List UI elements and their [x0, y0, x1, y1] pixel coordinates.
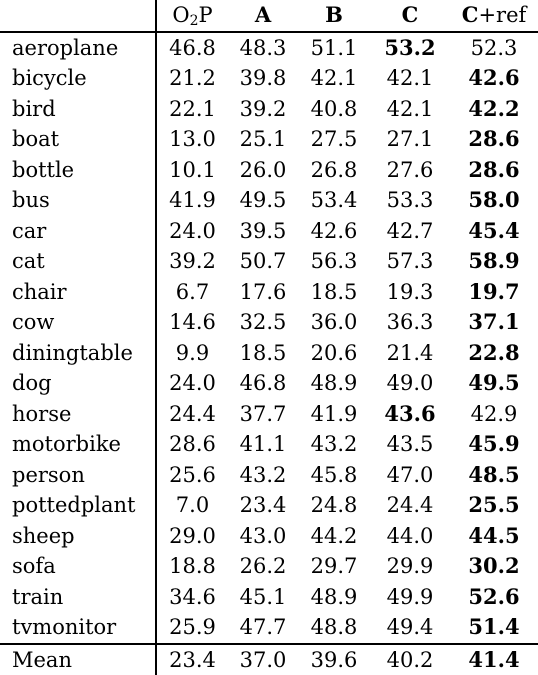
- header-o2p: $O_2P$: [156, 0, 228, 32]
- table-cell: 37.1: [450, 307, 538, 338]
- table-cell: 26.0: [228, 155, 298, 186]
- header-o2p-sub: 2: [190, 13, 199, 29]
- table-cell: 44.5: [450, 521, 538, 552]
- table-cell: 48.5: [450, 460, 538, 491]
- table-cell: 49.5: [228, 185, 298, 216]
- class-name: diningtable: [0, 338, 156, 369]
- table-cell: 22.8: [450, 338, 538, 369]
- table-cell: 6.7: [156, 277, 228, 308]
- table-cell: 40.8: [298, 94, 370, 125]
- class-name: pottedplant: [0, 490, 156, 521]
- class-name: bus: [0, 185, 156, 216]
- table-row: [0, 368, 538, 399]
- table-cell: 48.8: [298, 612, 370, 644]
- table-cell: 43.5: [370, 429, 450, 460]
- table-cell: 27.1: [370, 124, 450, 155]
- table-cell: 43.2: [298, 429, 370, 460]
- table-cell: 23.4: [228, 490, 298, 521]
- table-cell: 43.2: [228, 460, 298, 491]
- table-cell: 49.9: [370, 582, 450, 613]
- table-cell: 52.3: [450, 32, 538, 64]
- table-cell: 47.7: [228, 612, 298, 644]
- table-cell: 13.0: [156, 124, 228, 155]
- table-row: [0, 246, 538, 277]
- table-cell: 44.0: [370, 521, 450, 552]
- class-name: person: [0, 460, 156, 491]
- table-cell: 25.6: [156, 460, 228, 491]
- table-cell: 48.9: [298, 582, 370, 613]
- table-cell: 7.0: [156, 490, 228, 521]
- class-name: aeroplane: [0, 32, 156, 64]
- class-name: sheep: [0, 521, 156, 552]
- table-row: [0, 460, 538, 491]
- table-cell: 39.6: [298, 644, 370, 675]
- table-cell: 53.4: [298, 185, 370, 216]
- table-cell: 29.9: [370, 551, 450, 582]
- table-row: [0, 277, 538, 308]
- table-row: [0, 216, 538, 247]
- table-row: [0, 307, 538, 338]
- table-cell: 17.6: [228, 277, 298, 308]
- table-cell: 49.4: [370, 612, 450, 644]
- table-cell: 19.7: [450, 277, 538, 308]
- table-row: [0, 338, 538, 369]
- table-cell: 36.3: [370, 307, 450, 338]
- table-cell: 58.9: [450, 246, 538, 277]
- table-cell: 56.3: [298, 246, 370, 277]
- table-cell: 29.7: [298, 551, 370, 582]
- table-cell: 41.9: [298, 399, 370, 430]
- header-class: [0, 0, 156, 32]
- table-cell: 58.0: [450, 185, 538, 216]
- class-name: train: [0, 582, 156, 613]
- class-name: tvmonitor: [0, 612, 156, 644]
- table-cell: 10.1: [156, 155, 228, 186]
- table-cell: 46.8: [156, 32, 228, 64]
- header-c: C: [370, 0, 450, 32]
- table-cell: 42.1: [370, 94, 450, 125]
- table-cell: 18.5: [298, 277, 370, 308]
- table-cell: 24.4: [156, 399, 228, 430]
- table-cell: 34.6: [156, 582, 228, 613]
- table-row: [0, 63, 538, 94]
- table-cell: 45.4: [450, 216, 538, 247]
- table-cell: 52.6: [450, 582, 538, 613]
- table-row: [0, 490, 538, 521]
- header-a: A: [228, 0, 298, 32]
- table-cell: 42.1: [298, 63, 370, 94]
- table-cell: 53.3: [370, 185, 450, 216]
- table-row: [0, 551, 538, 582]
- table-cell: 37.0: [228, 644, 298, 675]
- table-cell: 49.0: [370, 368, 450, 399]
- class-name: chair: [0, 277, 156, 308]
- table-cell: 57.3: [370, 246, 450, 277]
- class-name: bicycle: [0, 63, 156, 94]
- table-cell: 22.1: [156, 94, 228, 125]
- table-cell: 45.9: [450, 429, 538, 460]
- table-cell: 28.6: [156, 429, 228, 460]
- header-row: [0, 0, 538, 32]
- table-cell: 28.6: [450, 124, 538, 155]
- table-cell: 32.5: [228, 307, 298, 338]
- table-cell: 20.6: [298, 338, 370, 369]
- table-cell: 42.7: [370, 216, 450, 247]
- table-row: [0, 185, 538, 216]
- table-cell: 29.0: [156, 521, 228, 552]
- class-name: boat: [0, 124, 156, 155]
- table-row: [0, 521, 538, 552]
- table-cell: 28.6: [450, 155, 538, 186]
- table-row: [0, 32, 538, 64]
- table-cell: 43.0: [228, 521, 298, 552]
- table-cell: 42.9: [450, 399, 538, 430]
- class-name: sofa: [0, 551, 156, 582]
- table-row: [0, 429, 538, 460]
- table-cell: 47.0: [370, 460, 450, 491]
- table-cell: 21.4: [370, 338, 450, 369]
- table-row: [0, 155, 538, 186]
- table-cell: 19.3: [370, 277, 450, 308]
- table-row: [0, 94, 538, 125]
- header-b: B: [298, 0, 370, 32]
- class-name: horse: [0, 399, 156, 430]
- table-cell: 26.8: [298, 155, 370, 186]
- header-c-ref: C+ref: [450, 0, 538, 32]
- table-cell: 39.5: [228, 216, 298, 247]
- table-row: [0, 399, 538, 430]
- table-cell: 18.5: [228, 338, 298, 369]
- mean-row: [0, 644, 538, 675]
- class-name: bird: [0, 94, 156, 125]
- table-cell: 39.8: [228, 63, 298, 94]
- table-body: [0, 32, 538, 675]
- table-cell: 25.1: [228, 124, 298, 155]
- table-cell: 27.6: [370, 155, 450, 186]
- table-cell: 24.0: [156, 216, 228, 247]
- class-name: car: [0, 216, 156, 247]
- table-cell: 25.9: [156, 612, 228, 644]
- table-cell: 21.2: [156, 63, 228, 94]
- table-cell: 26.2: [228, 551, 298, 582]
- table-cell: 9.9: [156, 338, 228, 369]
- table-cell: 49.5: [450, 368, 538, 399]
- table-cell: 53.2: [370, 32, 450, 64]
- table-cell: 50.7: [228, 246, 298, 277]
- table-cell: 48.9: [298, 368, 370, 399]
- table-cell: 42.2: [450, 94, 538, 125]
- table-cell: 14.6: [156, 307, 228, 338]
- table-cell: 45.8: [298, 460, 370, 491]
- table-cell: 40.2: [370, 644, 450, 675]
- class-name: cat: [0, 246, 156, 277]
- table-row: [0, 582, 538, 613]
- class-name: motorbike: [0, 429, 156, 460]
- table-cell: 42.6: [298, 216, 370, 247]
- class-name: bottle: [0, 155, 156, 186]
- table-cell: 27.5: [298, 124, 370, 155]
- table-cell: 18.8: [156, 551, 228, 582]
- table-cell: 46.8: [228, 368, 298, 399]
- table-cell: 24.8: [298, 490, 370, 521]
- table-cell: 36.0: [298, 307, 370, 338]
- class-name: cow: [0, 307, 156, 338]
- class-name: dog: [0, 368, 156, 399]
- table-cell: 45.1: [228, 582, 298, 613]
- mean-label: Mean: [0, 644, 156, 675]
- table-cell: 42.1: [370, 63, 450, 94]
- table-cell: 42.6: [450, 63, 538, 94]
- table-cell: 25.5: [450, 490, 538, 521]
- table-cell: 51.4: [450, 612, 538, 644]
- table-cell: 41.4: [450, 644, 538, 675]
- table-cell: 39.2: [156, 246, 228, 277]
- table-row: [0, 124, 538, 155]
- table-cell: 30.2: [450, 551, 538, 582]
- table-row: [0, 612, 538, 644]
- table-cell: 43.6: [370, 399, 450, 430]
- table-cell: 48.3: [228, 32, 298, 64]
- table-cell: 39.2: [228, 94, 298, 125]
- table-cell: 24.4: [370, 490, 450, 521]
- table-cell: 23.4: [156, 644, 228, 675]
- table-cell: 41.9: [156, 185, 228, 216]
- table-cell: 41.1: [228, 429, 298, 460]
- table-cell: 51.1: [298, 32, 370, 64]
- table-cell: 37.7: [228, 399, 298, 430]
- table-cell: 24.0: [156, 368, 228, 399]
- table-cell: 44.2: [298, 521, 370, 552]
